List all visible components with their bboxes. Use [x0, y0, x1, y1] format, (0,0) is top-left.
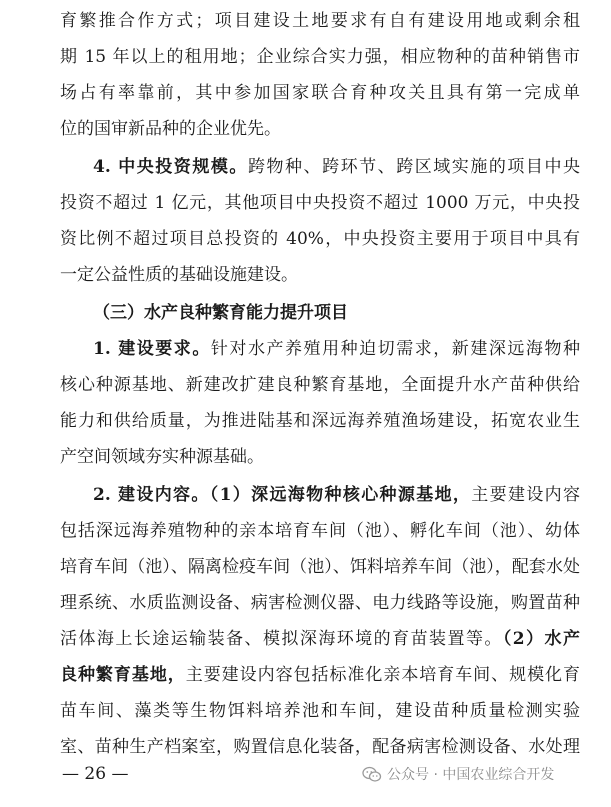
item-label: 2. 建设内容。 [93, 485, 210, 505]
paragraph-line: 室、苗种生产档案室，购置信息化装备，配备病害检测设备、水处理 [60, 737, 580, 757]
paragraph-line: 育繁推合作方式；项目建设土地要求有自有建设用地或剩余租 [60, 11, 580, 31]
subitem-label: （1）深远海物种核心种源基地， [209, 485, 472, 505]
paragraph-line: 核心种源基地、新建改扩建良种繁育基地，全面提升水产苗种供给 [60, 375, 580, 395]
subitem-label: （2）水产 [502, 629, 580, 649]
paragraph-line: 位的国审新品种的企业优先。 [60, 119, 281, 139]
paragraph-line: 苗车间、藻类等生物饵料培养池和车间，建设苗种质量检测实验 [60, 701, 580, 721]
subitem-label: 良种繁育基地， [60, 665, 186, 685]
wechat-icon [362, 766, 382, 783]
line-text: 针对水产养殖用种迫切需求，新建深远海物种 [210, 339, 580, 359]
paragraph-first-line [93, 150, 580, 184]
paragraph-line: 场占有率靠前，其中参加国家联合育种攻关且具有第一完成单 [60, 83, 580, 103]
watermark-text: 公众号 · 中国农业综合开发 [387, 767, 555, 783]
line-text: 跨物种、跨环节、跨区域实施的项目中央 [247, 157, 580, 177]
paragraph-line: 投资不超过 1 亿元，其他项目中央投资不超过 1000 万元，中央投 [60, 193, 580, 213]
paragraph-line [60, 658, 580, 692]
watermark [362, 762, 554, 786]
line-text: 活体海上长途运输装备、模拟深海环境的育苗装置等。 [60, 629, 503, 649]
paragraph-line: 期 15 年以上的租用地；企业综合实力强，相应物种的苗种销售市 [60, 47, 580, 67]
item-label: 4. 中央投资规模。 [93, 157, 248, 177]
item-label: 1. 建设要求。 [93, 339, 211, 359]
paragraph-first-line [93, 478, 580, 512]
paragraph-line: 包括深远海养殖物种的亲本培育车间（池）、孵化车间（池）、幼体 [60, 521, 580, 541]
paragraph-line: 一定公益性质的基础设施建设。 [60, 265, 298, 285]
page-number: — 26 — [62, 764, 129, 784]
paragraph-line [60, 622, 580, 656]
paragraph-line: 资比例不超过项目总投资的 40%，中央投资主要用于项目中具有 [60, 229, 580, 249]
section-heading: （三）水产良种繁育能力提升项目 [93, 303, 348, 323]
paragraph-line: 理系统、水质监测设备、病害检测仪器、电力线路等设施，购置苗种 [60, 593, 580, 613]
paragraph-first-line [93, 332, 580, 366]
paragraph-line: 培育车间（池）、隔离检疫车间（池）、饵料培养车间（池），配套水处 [60, 557, 580, 577]
line-text: 主要建设内容包括标准化亲本培育车间、规模化育 [185, 665, 580, 685]
line-text: 主要建设内容 [471, 485, 580, 505]
paragraph-line: 能力和供给质量，为推进陆基和深远海养殖渔场建设，拓宽农业生 [60, 411, 580, 431]
paragraph-line: 产空间领域夯实种源基础。 [60, 447, 264, 467]
